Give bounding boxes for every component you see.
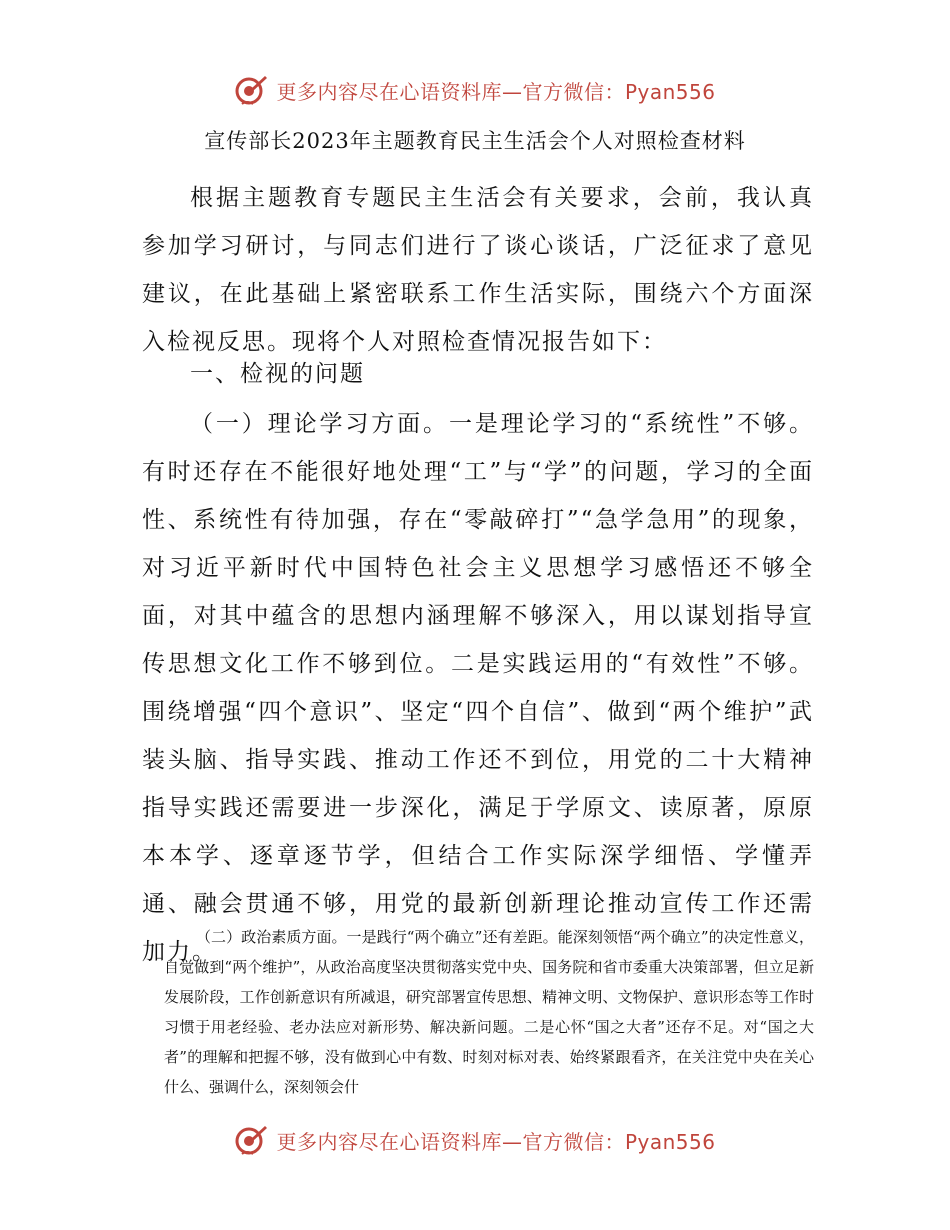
section-theory-study-paragraph: （一）理论学习方面。一是理论学习的“系统性”不够。有时还存在不能很好地处理“工”与“学”的问题，学习的全面性、系统性有待加强，存在“零敲碎打”“急学急用”的现象，对习近平新时代中国特色社会主义思想学习感悟还不够全面，对其中蕴含的思想内涵理解不够深入，用以谋划指导宣传思想文化工作不够到位。二是实践运用的“有效性”不够。围绕增强“四个意识”、坚定“四个自信”、做到“两个维护”武装头脑、指导实践、推动工作还不到位，用党的二十大精神指导实践还需要进一步深化，满足于学原文、读原著，原原本本学、逐章逐节学，但结合工作实际深学细悟、学懂弄通、融会贯通不够，用党的最新创新理论推动宣传工作还需加力。 xyxy=(142,411,814,965)
pen-logo-icon xyxy=(234,73,268,107)
watermark-banner-top xyxy=(0,70,950,110)
watermark-banner-bottom xyxy=(0,1120,950,1160)
section-heading-1: 一、检视的问题 xyxy=(190,361,365,387)
document-title: 宣传部长2023年主题教育民主生活会个人对照检查材料 xyxy=(204,129,746,153)
watermark-text: 更多内容尽在心语资料库—官方微信：Pyan556 xyxy=(276,79,716,104)
intro-paragraph: 根据主题教育专题民主生活会有关要求，会前，我认真参加学习研讨，与同志们进行了谈心谈话，广泛征求了意见建议，在此基础上紧密联系工作生活实际，围绕六个方面深入检视反思。现将个人对照检查情况报告如下： xyxy=(142,185,814,355)
pen-logo-icon xyxy=(234,1123,268,1157)
section-political-quality-paragraph: （二）政治素质方面。一是践行“两个确立”还有差距。能深刻领悟“两个确立”的决定性意义，自觉做到“两个维护”，从政治高度坚决贯彻落实党中央、国务院和省市委重大决策部署，但立足新发展阶段，工作创新意识有所减退，研究部署宣传思想、精神文明、文物保护、意识形态等工作时习惯于用老经验、老办法应对新形势、解决新问题。二是心怀“国之大者”还存不足。对“国之大者”的理解和把握不够，没有做到心中有数、时刻对标对表、始终紧跟看齐，在关注党中央在关心什么、强调什么，深刻领会什 xyxy=(164,928,814,1096)
watermark-text: 更多内容尽在心语资料库—官方微信：Pyan556 xyxy=(276,1129,716,1154)
